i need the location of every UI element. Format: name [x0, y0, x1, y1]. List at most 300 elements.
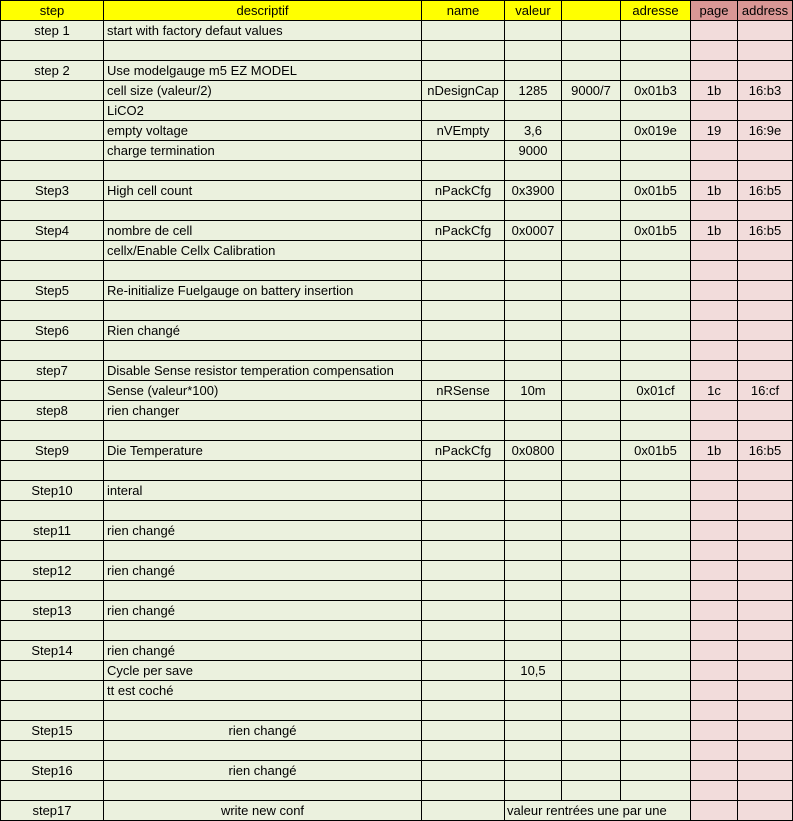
cell-valeur[interactable] — [505, 481, 562, 501]
cell-address[interactable] — [738, 101, 793, 121]
cell-descriptif[interactable]: cell size (valeur/2) — [104, 81, 422, 101]
cell-step[interactable] — [1, 701, 104, 721]
cell-valeur[interactable] — [505, 561, 562, 581]
cell-valeur[interactable] — [505, 641, 562, 661]
cell-adresse[interactable] — [621, 761, 691, 781]
cell-adresse[interactable] — [621, 261, 691, 281]
cell-descriptif[interactable]: High cell count — [104, 181, 422, 201]
cell-address[interactable] — [738, 501, 793, 521]
cell-page[interactable] — [691, 361, 738, 381]
cell-address[interactable] — [738, 141, 793, 161]
cell-address[interactable]: 16:b5 — [738, 181, 793, 201]
cell-extra[interactable] — [562, 521, 621, 541]
cell-adresse[interactable]: 0x01b5 — [621, 221, 691, 241]
cell-address[interactable] — [738, 721, 793, 741]
cell-step[interactable]: step7 — [1, 361, 104, 381]
cell-descriptif[interactable]: rien changé — [104, 641, 422, 661]
cell-adresse[interactable] — [621, 361, 691, 381]
cell-step[interactable] — [1, 741, 104, 761]
cell-descriptif[interactable]: rien changé — [104, 761, 422, 781]
cell-extra[interactable] — [562, 581, 621, 601]
cell-extra[interactable]: 9000/7 — [562, 81, 621, 101]
cell-address[interactable] — [738, 301, 793, 321]
cell-address[interactable]: 16:b5 — [738, 441, 793, 461]
cell-extra[interactable] — [562, 261, 621, 281]
cell-step[interactable]: step8 — [1, 401, 104, 421]
cell-step[interactable]: step 2 — [1, 61, 104, 81]
cell-step[interactable] — [1, 41, 104, 61]
cell-step[interactable] — [1, 121, 104, 141]
cell-valeur[interactable] — [505, 761, 562, 781]
cell-name[interactable] — [422, 41, 505, 61]
cell-step[interactable] — [1, 581, 104, 601]
cell-extra[interactable] — [562, 641, 621, 661]
cell-step[interactable]: Step4 — [1, 221, 104, 241]
cell-step[interactable]: Step9 — [1, 441, 104, 461]
cell-step[interactable] — [1, 341, 104, 361]
cell-page[interactable] — [691, 761, 738, 781]
cell-step[interactable]: Step6 — [1, 321, 104, 341]
cell-valeur[interactable] — [505, 501, 562, 521]
cell-page[interactable]: 1c — [691, 381, 738, 401]
cell-valeur[interactable]: 1285 — [505, 81, 562, 101]
cell-valeur[interactable] — [505, 781, 562, 801]
cell-name[interactable] — [422, 241, 505, 261]
cell-descriptif[interactable] — [104, 461, 422, 481]
cell-name[interactable] — [422, 641, 505, 661]
cell-address[interactable] — [738, 601, 793, 621]
cell-page[interactable] — [691, 241, 738, 261]
cell-name[interactable] — [422, 621, 505, 641]
cell-adresse[interactable] — [621, 401, 691, 421]
cell-descriptif[interactable] — [104, 541, 422, 561]
cell-step[interactable] — [1, 461, 104, 481]
cell-name[interactable] — [422, 341, 505, 361]
cell-descriptif[interactable]: rien changé — [104, 721, 422, 741]
cell-step[interactable]: step13 — [1, 601, 104, 621]
cell-name[interactable] — [422, 361, 505, 381]
cell-page[interactable] — [691, 261, 738, 281]
cell-valeur[interactable] — [505, 721, 562, 741]
cell-step[interactable] — [1, 261, 104, 281]
cell-descriptif[interactable] — [104, 781, 422, 801]
cell-extra[interactable] — [562, 41, 621, 61]
cell-step[interactable] — [1, 201, 104, 221]
cell-valeur[interactable] — [505, 741, 562, 761]
cell-address[interactable]: 16:b5 — [738, 221, 793, 241]
cell-name[interactable] — [422, 401, 505, 421]
cell-step[interactable] — [1, 81, 104, 101]
cell-extra[interactable] — [562, 281, 621, 301]
cell-adresse[interactable] — [621, 721, 691, 741]
cell-name[interactable] — [422, 761, 505, 781]
cell-descriptif[interactable]: charge termination — [104, 141, 422, 161]
cell-page[interactable] — [691, 721, 738, 741]
cell-extra[interactable] — [562, 121, 621, 141]
cell-extra[interactable] — [562, 621, 621, 641]
cell-address[interactable] — [738, 741, 793, 761]
cell-valeur[interactable] — [505, 581, 562, 601]
cell-address[interactable]: 16:cf — [738, 381, 793, 401]
cell-name[interactable]: nPackCfg — [422, 221, 505, 241]
cell-extra[interactable] — [562, 421, 621, 441]
cell-page[interactable] — [691, 561, 738, 581]
cell-page[interactable]: 1b — [691, 441, 738, 461]
cell-adresse[interactable] — [621, 241, 691, 261]
cell-page[interactable] — [691, 421, 738, 441]
cell-valeur[interactable] — [505, 401, 562, 421]
cell-name[interactable] — [422, 421, 505, 441]
cell-adresse[interactable] — [621, 421, 691, 441]
cell-descriptif[interactable]: write new conf — [104, 801, 422, 821]
cell-adresse[interactable] — [621, 561, 691, 581]
cell-valeur[interactable] — [505, 61, 562, 81]
cell-page[interactable] — [691, 461, 738, 481]
cell-step[interactable]: Step16 — [1, 761, 104, 781]
header-page[interactable]: page — [691, 1, 738, 21]
cell-extra[interactable] — [562, 741, 621, 761]
cell-step[interactable] — [1, 421, 104, 441]
cell-step[interactable] — [1, 621, 104, 641]
cell-descriptif[interactable] — [104, 341, 422, 361]
cell-name[interactable] — [422, 801, 505, 821]
cell-page[interactable] — [691, 661, 738, 681]
cell-descriptif[interactable]: Rien changé — [104, 321, 422, 341]
cell-page[interactable] — [691, 521, 738, 541]
cell-page[interactable] — [691, 401, 738, 421]
cell-extra[interactable] — [562, 181, 621, 201]
cell-name[interactable] — [422, 281, 505, 301]
cell-adresse[interactable] — [621, 641, 691, 661]
cell-page[interactable]: 1b — [691, 221, 738, 241]
cell-descriptif[interactable]: Sense (valeur*100) — [104, 381, 422, 401]
cell-valeur[interactable] — [505, 601, 562, 621]
cell-name[interactable] — [422, 21, 505, 41]
cell-extra[interactable] — [562, 761, 621, 781]
cell-step[interactable]: step12 — [1, 561, 104, 581]
cell-extra[interactable] — [562, 101, 621, 121]
cell-valeur[interactable]: 0x3900 — [505, 181, 562, 201]
cell-extra[interactable] — [562, 361, 621, 381]
cell-address[interactable] — [738, 261, 793, 281]
cell-extra[interactable] — [562, 141, 621, 161]
cell-adresse[interactable] — [621, 701, 691, 721]
cell-step[interactable] — [1, 101, 104, 121]
cell-valeur[interactable] — [505, 261, 562, 281]
cell-extra[interactable] — [562, 681, 621, 701]
cell-valeur[interactable] — [505, 201, 562, 221]
cell-descriptif[interactable]: Cycle per save — [104, 661, 422, 681]
cell-page[interactable] — [691, 321, 738, 341]
cell-address[interactable] — [738, 361, 793, 381]
cell-address[interactable] — [738, 241, 793, 261]
cell-page[interactable] — [691, 541, 738, 561]
cell-descriptif[interactable]: Re-initialize Fuelgauge on battery insertion — [104, 281, 422, 301]
cell-descriptif[interactable]: Use modelgauge m5 EZ MODEL — [104, 61, 422, 81]
cell-adresse[interactable]: 0x01b5 — [621, 181, 691, 201]
cell-valeur[interactable] — [505, 621, 562, 641]
cell-name[interactable] — [422, 501, 505, 521]
cell-page[interactable] — [691, 701, 738, 721]
cell-adresse[interactable] — [621, 681, 691, 701]
cell-extra[interactable] — [562, 241, 621, 261]
cell-adresse[interactable]: 0x01cf — [621, 381, 691, 401]
cell-valeur[interactable] — [505, 161, 562, 181]
cell-address[interactable] — [738, 401, 793, 421]
cell-extra[interactable] — [562, 321, 621, 341]
cell-adresse[interactable] — [621, 301, 691, 321]
cell-extra[interactable] — [562, 561, 621, 581]
cell-page[interactable] — [691, 301, 738, 321]
cell-adresse[interactable] — [621, 541, 691, 561]
cell-page[interactable] — [691, 621, 738, 641]
header-extra[interactable] — [562, 1, 621, 21]
cell-extra[interactable] — [562, 61, 621, 81]
cell-name[interactable]: nDesignCap — [422, 81, 505, 101]
cell-name[interactable] — [422, 601, 505, 621]
cell-descriptif[interactable]: LiCO2 — [104, 101, 422, 121]
cell-extra[interactable] — [562, 541, 621, 561]
cell-valeur[interactable] — [505, 241, 562, 261]
cell-step[interactable] — [1, 161, 104, 181]
cell-descriptif[interactable] — [104, 621, 422, 641]
cell-adresse[interactable] — [621, 161, 691, 181]
cell-adresse[interactable] — [621, 41, 691, 61]
cell-descriptif[interactable]: tt est coché — [104, 681, 422, 701]
cell-descriptif[interactable]: start with factory defaut values — [104, 21, 422, 41]
cell-extra[interactable] — [562, 401, 621, 421]
cell-adresse[interactable] — [621, 661, 691, 681]
cell-page[interactable] — [691, 41, 738, 61]
cell-valeur[interactable]: 0x0007 — [505, 221, 562, 241]
cell-extra[interactable] — [562, 161, 621, 181]
cell-address[interactable] — [738, 201, 793, 221]
cell-adresse[interactable] — [621, 21, 691, 41]
cell-extra[interactable] — [562, 301, 621, 321]
cell-adresse[interactable] — [621, 321, 691, 341]
cell-page[interactable] — [691, 781, 738, 801]
cell-address[interactable] — [738, 801, 793, 821]
cell-address[interactable] — [738, 561, 793, 581]
cell-descriptif[interactable]: rien changé — [104, 561, 422, 581]
cell-valeur[interactable] — [505, 101, 562, 121]
cell-extra[interactable] — [562, 201, 621, 221]
cell-address[interactable] — [738, 341, 793, 361]
cell-adresse[interactable] — [621, 741, 691, 761]
cell-address[interactable] — [738, 161, 793, 181]
cell-step[interactable]: Step15 — [1, 721, 104, 741]
cell-address[interactable] — [738, 461, 793, 481]
cell-valeur[interactable] — [505, 541, 562, 561]
cell-page[interactable] — [691, 481, 738, 501]
cell-step[interactable]: step 1 — [1, 21, 104, 41]
cell-adresse[interactable] — [621, 341, 691, 361]
cell-address[interactable] — [738, 661, 793, 681]
cell-page[interactable] — [691, 21, 738, 41]
cell-name[interactable] — [422, 581, 505, 601]
cell-descriptif[interactable] — [104, 41, 422, 61]
cell-name[interactable]: nRSense — [422, 381, 505, 401]
cell-name[interactable] — [422, 701, 505, 721]
cell-address[interactable] — [738, 281, 793, 301]
cell-valeur[interactable] — [505, 461, 562, 481]
cell-descriptif[interactable] — [104, 701, 422, 721]
cell-step[interactable] — [1, 381, 104, 401]
cell-valeur[interactable]: 3,6 — [505, 121, 562, 141]
cell-descriptif[interactable] — [104, 161, 422, 181]
cell-address[interactable] — [738, 781, 793, 801]
cell-name[interactable] — [422, 461, 505, 481]
cell-adresse[interactable] — [621, 521, 691, 541]
cell-extra[interactable] — [562, 21, 621, 41]
cell-adresse[interactable] — [621, 61, 691, 81]
cell-extra[interactable] — [562, 781, 621, 801]
cell-descriptif[interactable]: rien changé — [104, 521, 422, 541]
cell-page[interactable] — [691, 281, 738, 301]
cell-name[interactable] — [422, 661, 505, 681]
cell-extra[interactable] — [562, 441, 621, 461]
cell-page[interactable] — [691, 501, 738, 521]
cell-valeur[interactable] — [505, 681, 562, 701]
cell-descriptif[interactable]: empty voltage — [104, 121, 422, 141]
cell-descriptif[interactable] — [104, 741, 422, 761]
cell-descriptif[interactable] — [104, 501, 422, 521]
cell-name[interactable] — [422, 321, 505, 341]
cell-address[interactable] — [738, 521, 793, 541]
cell-valeur[interactable] — [505, 301, 562, 321]
cell-address[interactable] — [738, 61, 793, 81]
cell-descriptif[interactable]: nombre de cell — [104, 221, 422, 241]
cell-descriptif[interactable]: cellx/Enable Cellx Calibration — [104, 241, 422, 261]
cell-page[interactable] — [691, 141, 738, 161]
cell-adresse[interactable] — [621, 201, 691, 221]
cell-valeur[interactable]: 0x0800 — [505, 441, 562, 461]
cell-step[interactable] — [1, 681, 104, 701]
cell-page[interactable] — [691, 801, 738, 821]
cell-step[interactable] — [1, 541, 104, 561]
cell-valeur[interactable] — [505, 21, 562, 41]
cell-step[interactable] — [1, 781, 104, 801]
cell-descriptif[interactable] — [104, 421, 422, 441]
cell-name[interactable] — [422, 261, 505, 281]
cell-page[interactable] — [691, 201, 738, 221]
cell-valeur[interactable] — [505, 341, 562, 361]
cell-extra[interactable] — [562, 501, 621, 521]
cell-descriptif[interactable]: rien changé — [104, 601, 422, 621]
cell-adresse[interactable] — [621, 781, 691, 801]
cell-address[interactable] — [738, 641, 793, 661]
cell-extra[interactable] — [562, 341, 621, 361]
cell-step[interactable] — [1, 501, 104, 521]
cell-step[interactable] — [1, 241, 104, 261]
cell-step[interactable]: Step3 — [1, 181, 104, 201]
cell-adresse[interactable] — [621, 481, 691, 501]
cell-valeur[interactable] — [505, 321, 562, 341]
cell-valeur[interactable] — [505, 361, 562, 381]
cell-name[interactable] — [422, 101, 505, 121]
cell-extra[interactable] — [562, 601, 621, 621]
cell-address[interactable] — [738, 581, 793, 601]
cell-adresse[interactable]: 0x019e — [621, 121, 691, 141]
cell-valeur[interactable] — [505, 521, 562, 541]
cell-page[interactable] — [691, 341, 738, 361]
cell-descriptif[interactable] — [104, 301, 422, 321]
cell-valeur[interactable] — [505, 421, 562, 441]
cell-name[interactable] — [422, 781, 505, 801]
cell-address[interactable] — [738, 761, 793, 781]
cell-page[interactable] — [691, 581, 738, 601]
cell-name[interactable] — [422, 481, 505, 501]
header-adresse[interactable]: adresse — [621, 1, 691, 21]
cell-step[interactable]: Step14 — [1, 641, 104, 661]
cell-valeur[interactable]: 9000 — [505, 141, 562, 161]
header-name[interactable]: name — [422, 1, 505, 21]
cell-page[interactable] — [691, 61, 738, 81]
cell-descriptif[interactable]: rien changer — [104, 401, 422, 421]
cell-extra[interactable] — [562, 461, 621, 481]
cell-page[interactable] — [691, 101, 738, 121]
cell-valeur[interactable]: 10,5 — [505, 661, 562, 681]
cell-name[interactable] — [422, 141, 505, 161]
cell-address[interactable] — [738, 621, 793, 641]
cell-extra[interactable] — [562, 481, 621, 501]
cell-name[interactable] — [422, 741, 505, 761]
cell-name[interactable]: nVEmpty — [422, 121, 505, 141]
cell-extra[interactable] — [562, 721, 621, 741]
header-valeur[interactable]: valeur — [505, 1, 562, 21]
cell-step[interactable]: Step10 — [1, 481, 104, 501]
cell-adresse[interactable] — [621, 461, 691, 481]
cell-name[interactable] — [422, 61, 505, 81]
cell-name[interactable] — [422, 201, 505, 221]
header-descriptif[interactable]: descriptif — [104, 1, 422, 21]
cell-step[interactable] — [1, 301, 104, 321]
cell-page[interactable] — [691, 161, 738, 181]
cell-name[interactable] — [422, 301, 505, 321]
cell-address[interactable] — [738, 701, 793, 721]
cell-name[interactable] — [422, 521, 505, 541]
cell-page[interactable]: 1b — [691, 181, 738, 201]
cell-adresse[interactable] — [621, 141, 691, 161]
cell-page[interactable]: 1b — [691, 81, 738, 101]
cell-address[interactable] — [738, 481, 793, 501]
cell-page[interactable] — [691, 641, 738, 661]
cell-address[interactable] — [738, 681, 793, 701]
cell-adresse[interactable] — [621, 601, 691, 621]
cell-adresse[interactable]: 0x01b3 — [621, 81, 691, 101]
cell-adresse[interactable] — [621, 501, 691, 521]
cell-name[interactable]: nPackCfg — [422, 441, 505, 461]
cell-address[interactable]: 16:b3 — [738, 81, 793, 101]
cell-page[interactable] — [691, 681, 738, 701]
cell-name[interactable] — [422, 681, 505, 701]
cell-name[interactable] — [422, 561, 505, 581]
cell-adresse[interactable]: 0x01b5 — [621, 441, 691, 461]
cell-extra[interactable] — [562, 701, 621, 721]
cell-name[interactable] — [422, 161, 505, 181]
cell-valeur[interactable] — [505, 281, 562, 301]
cell-descriptif[interactable] — [104, 201, 422, 221]
cell-name[interactable] — [422, 541, 505, 561]
cell-valeur[interactable]: valeur rentrées une par une — [505, 801, 691, 821]
cell-step[interactable] — [1, 661, 104, 681]
cell-name[interactable]: nPackCfg — [422, 181, 505, 201]
cell-adresse[interactable] — [621, 281, 691, 301]
cell-descriptif[interactable] — [104, 261, 422, 281]
cell-step[interactable]: Step5 — [1, 281, 104, 301]
cell-descriptif[interactable]: Disable Sense resistor temperation compensation — [104, 361, 422, 381]
cell-step[interactable] — [1, 141, 104, 161]
